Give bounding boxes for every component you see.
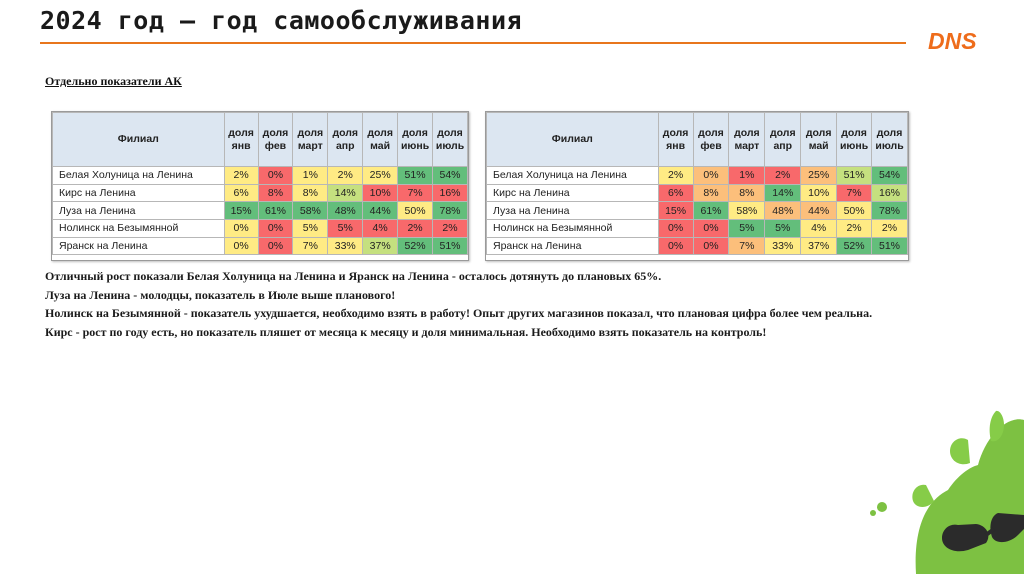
share-cell: 0% [258, 220, 293, 238]
share-cell: 2% [658, 167, 693, 185]
header-month: доля фев [258, 113, 293, 167]
share-cell: 2% [433, 220, 468, 238]
share-cell: 5% [729, 220, 765, 238]
header-month: доля март [729, 113, 765, 167]
share-cell: 50% [398, 202, 433, 220]
share-cell: 0% [693, 167, 729, 185]
share-cell: 2% [224, 167, 258, 185]
share-cell: 7% [293, 237, 328, 255]
share-cell: 0% [224, 237, 258, 255]
analysis-line: Отличный рост показали Белая Холуница на Ленина и Яранск на Ленина - осталось дотянуть до плановых 65%. [45, 269, 662, 283]
share-cell: 8% [258, 184, 293, 202]
header-month: доля апр [328, 113, 363, 167]
share-cell: 54% [433, 167, 468, 185]
analysis-line: Кирс - рост по году есть, но показатель пляшет от месяца к месяцу и доля минимальная. Необходимо взять показатель на контроль! [45, 324, 767, 339]
share-cell: 52% [398, 237, 433, 255]
branch-name: Нолинск на Безымянной [487, 220, 659, 238]
table-row [487, 184, 908, 202]
share-cell: 6% [224, 184, 258, 202]
share-cell: 10% [801, 184, 837, 202]
header-month: доля май [363, 113, 398, 167]
share-cell: 33% [765, 237, 801, 255]
share-cell: 5% [328, 220, 363, 238]
share-cell: 7% [398, 184, 433, 202]
table-row [53, 220, 468, 238]
table-row [53, 184, 468, 202]
share-cell: 0% [658, 237, 693, 255]
share-cell: 51% [872, 237, 908, 255]
table-header-row [487, 113, 908, 167]
share-cell: 51% [837, 167, 872, 185]
share-cell: 15% [658, 202, 693, 220]
header-month: доля июль [433, 113, 468, 167]
section-title: Отдельно показатели АК [45, 74, 182, 88]
share-cell: 4% [363, 220, 398, 238]
branch-name: Яранск на Ленина [487, 237, 659, 255]
share-cell: 16% [872, 184, 908, 202]
branch-name: Белая Холуница на Ленина [487, 167, 659, 185]
header-branch: Филиал [487, 113, 659, 167]
share-cell: 0% [693, 237, 729, 255]
analysis-line: Нолинск на Безымянной - показатель ухудшается, необходимо взять в работу! Опыт других магазинов показал, что плановая цифра более чем реальна. [45, 306, 873, 320]
share-cell: 50% [837, 202, 872, 220]
share-cell: 0% [658, 220, 693, 238]
header-month: доля апр [765, 113, 801, 167]
share-cell: 33% [328, 237, 363, 255]
share-cell: 25% [363, 167, 398, 185]
share-cell: 7% [729, 237, 765, 255]
table-row [487, 202, 908, 220]
share-cell: 58% [729, 202, 765, 220]
page-title: 2024 год – год самообслуживания [40, 6, 523, 35]
table-row [487, 220, 908, 238]
analysis-text [45, 267, 945, 341]
share-cell: 7% [837, 184, 872, 202]
share-cell: 61% [258, 202, 293, 220]
share-cell: 78% [433, 202, 468, 220]
table-header-row [53, 113, 468, 167]
analysis-line: Луза на Ленина - молодцы, показатель в Июле выше планового! [45, 287, 396, 302]
share-cell: 14% [765, 184, 801, 202]
header-month: доля янв [658, 113, 693, 167]
header-branch: Филиал [53, 113, 225, 167]
table-right-frame [485, 111, 909, 261]
share-cell: 48% [328, 202, 363, 220]
header-month: доля июнь [837, 113, 872, 167]
share-cell: 78% [872, 202, 908, 220]
branch-name: Яранск на Ленина [53, 237, 225, 255]
branch-name: Луза на Ленина [53, 202, 225, 220]
table-left-frame [51, 111, 469, 261]
header-month: доля янв [224, 113, 258, 167]
header-month: доля март [293, 113, 328, 167]
share-cell: 15% [224, 202, 258, 220]
share-cell: 2% [765, 167, 801, 185]
header-month: доля май [801, 113, 837, 167]
branch-name: Кирс на Ленина [487, 184, 659, 202]
share-cell: 52% [837, 237, 872, 255]
share-cell: 54% [872, 167, 908, 185]
share-cell: 51% [433, 237, 468, 255]
table-row [53, 167, 468, 185]
share-cell: 25% [801, 167, 837, 185]
share-cell: 0% [224, 220, 258, 238]
share-cell: 1% [729, 167, 765, 185]
share-cell: 2% [398, 220, 433, 238]
share-cell: 5% [293, 220, 328, 238]
share-cell: 0% [258, 237, 293, 255]
share-cell: 4% [801, 220, 837, 238]
alien-mascot-image [858, 405, 1024, 574]
share-cell: 44% [801, 202, 837, 220]
branch-name: Нолинск на Безымянной [53, 220, 225, 238]
dns-logo: DNS [928, 28, 977, 54]
table-row [53, 237, 468, 255]
branch-name: Луза на Ленина [487, 202, 659, 220]
header-month: доля июль [872, 113, 908, 167]
share-cell: 8% [729, 184, 765, 202]
branch-name: Белая Холуница на Ленина [53, 167, 225, 185]
table-right [486, 112, 908, 255]
branch-name: Кирс на Ленина [53, 184, 225, 202]
table-row [487, 167, 908, 185]
share-cell: 37% [363, 237, 398, 255]
title-underline [40, 42, 906, 44]
share-cell: 2% [328, 167, 363, 185]
header-month: доля июнь [398, 113, 433, 167]
share-cell: 16% [433, 184, 468, 202]
share-cell: 6% [658, 184, 693, 202]
table-row [53, 202, 468, 220]
share-cell: 5% [765, 220, 801, 238]
share-cell: 8% [293, 184, 328, 202]
share-cell: 1% [293, 167, 328, 185]
share-cell: 14% [328, 184, 363, 202]
table-row [487, 237, 908, 255]
share-cell: 0% [258, 167, 293, 185]
share-cell: 37% [801, 237, 837, 255]
share-cell: 58% [293, 202, 328, 220]
share-cell: 61% [693, 202, 729, 220]
table-left [52, 112, 468, 255]
share-cell: 2% [837, 220, 872, 238]
share-cell: 51% [398, 167, 433, 185]
share-cell: 48% [765, 202, 801, 220]
share-cell: 44% [363, 202, 398, 220]
share-cell: 10% [363, 184, 398, 202]
share-cell: 2% [872, 220, 908, 238]
share-cell: 8% [693, 184, 729, 202]
header-month: доля фев [693, 113, 729, 167]
share-cell: 0% [693, 220, 729, 238]
